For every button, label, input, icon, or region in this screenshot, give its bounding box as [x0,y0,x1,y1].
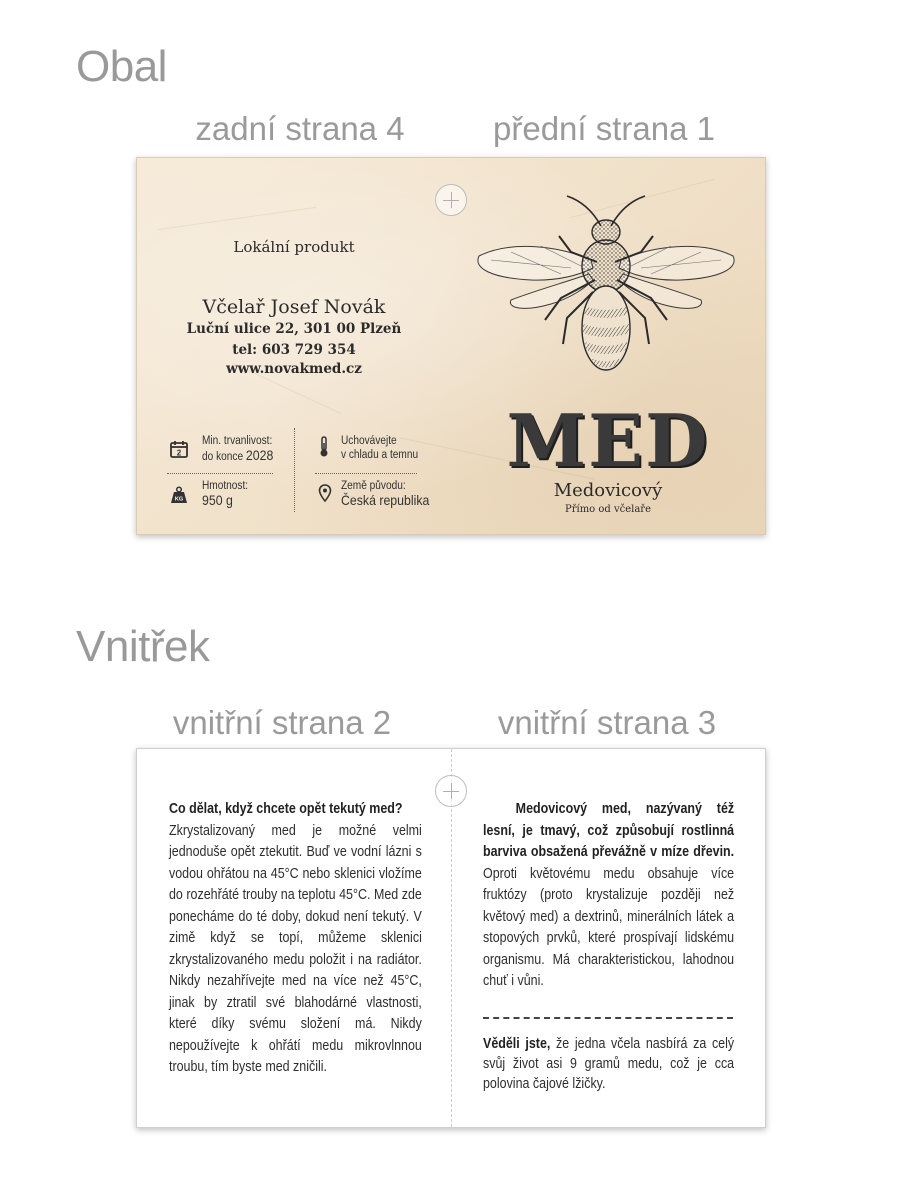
weight-icon-text: KG [174,496,184,503]
inside-section-title: Vnitřek [76,622,210,671]
right-panel-fact-bold: Věděli jste, [483,1036,551,1052]
right-panel-intro-bold: Medovicový med, nazývaný též lesní, je tmavý, což způsobují rostlinná barviva obsažená převážně v míze dřevin. [483,801,735,860]
cover-label [136,157,766,535]
storage-line-1: Uchovávejte [341,435,397,447]
local-product-label: Lokální produkt [233,238,355,256]
left-panel-heading: Co dělat, když chcete opět tekutý med? [169,801,403,817]
shelf-life-value [202,448,273,464]
weight-icon [169,485,189,505]
phone: tel: 603 729 354 [232,342,356,358]
shelf-life-year: 2028 [245,447,274,463]
right-panel-intro [483,799,734,993]
thermometer-icon [318,436,330,458]
variety-name: Medovicový [553,480,663,501]
shelf-life-label: Min. trvanlivost: [202,435,273,447]
right-panel-fact-rest: že jedna včela nasbírá za celý svůj život asi 9 gramů medu, což je cca polovina čajové lžičky. [483,1036,735,1092]
inside-right-label: vnitřní strana 3 [497,704,717,741]
right-panel-intro-rest: Oproti květovému medu obsahuje více fruktózy (proto krystalizuje později než květový med) a dextrinů, minerálních látek a stopových prvků, které prospívají lidskému organismu. Má charakteristickou, lahodnou chuť i vůni. [483,865,735,989]
calendar-icon [169,439,189,459]
weight-label: Hmotnost: [202,480,249,492]
inside-label [136,748,766,1128]
left-panel-text [169,799,422,1079]
front-side-label: přední strana 1 [493,110,715,147]
beekeeper-name: Včelař Josef Novák [202,296,386,318]
bee-illustration [471,188,741,398]
location-pin-icon [318,484,332,502]
brand-title: MED [506,398,710,483]
shelf-life-prefix: do konce [202,451,244,463]
separator [483,1017,733,1019]
address: Luční ulice 22, 301 00 Plzeň [186,321,402,337]
weight-value: 950 g [202,492,233,508]
website: www.novakmed.cz [226,361,362,377]
left-panel-body: Zkrystalizovaný med je možné velmi jednoduše opět ztekutit. Buď ve vodní lázni s vodou ohřátou na 45°C nebo sklenici vložíme do rozehřáté trouby na teplotu 45°C. Med zde ponecháme do té doby, dokud není tekutý. V zimě když se topí, můžeme sklenici zkrystalizovaného medu položit i na radiátor. Nikdy nezahřívejte med na více než 45°C, jinak by ztratil své blahodárné vlastnosti, které díky svému složení má. Nikdy nepoužívejte k ohřátí medu mikrovlnnou troubu, tím byste med zničili. [169,822,422,1075]
tagline: Přímo od včelaře [564,504,651,515]
storage-line-2: v chladu a temnu [341,449,419,461]
right-panel-fact [483,1034,734,1094]
origin-value: Česká republika [341,492,430,508]
origin-label: Země původu: [341,480,406,492]
fold-marker-icon [435,184,467,216]
fold-marker-icon [435,775,467,807]
cover-section-title: Obal [76,42,167,91]
calendar-icon-number: 2 [176,448,182,458]
back-side-label: zadní strana 4 [195,110,405,147]
inside-left-label: vnitřní strana 2 [172,704,392,741]
